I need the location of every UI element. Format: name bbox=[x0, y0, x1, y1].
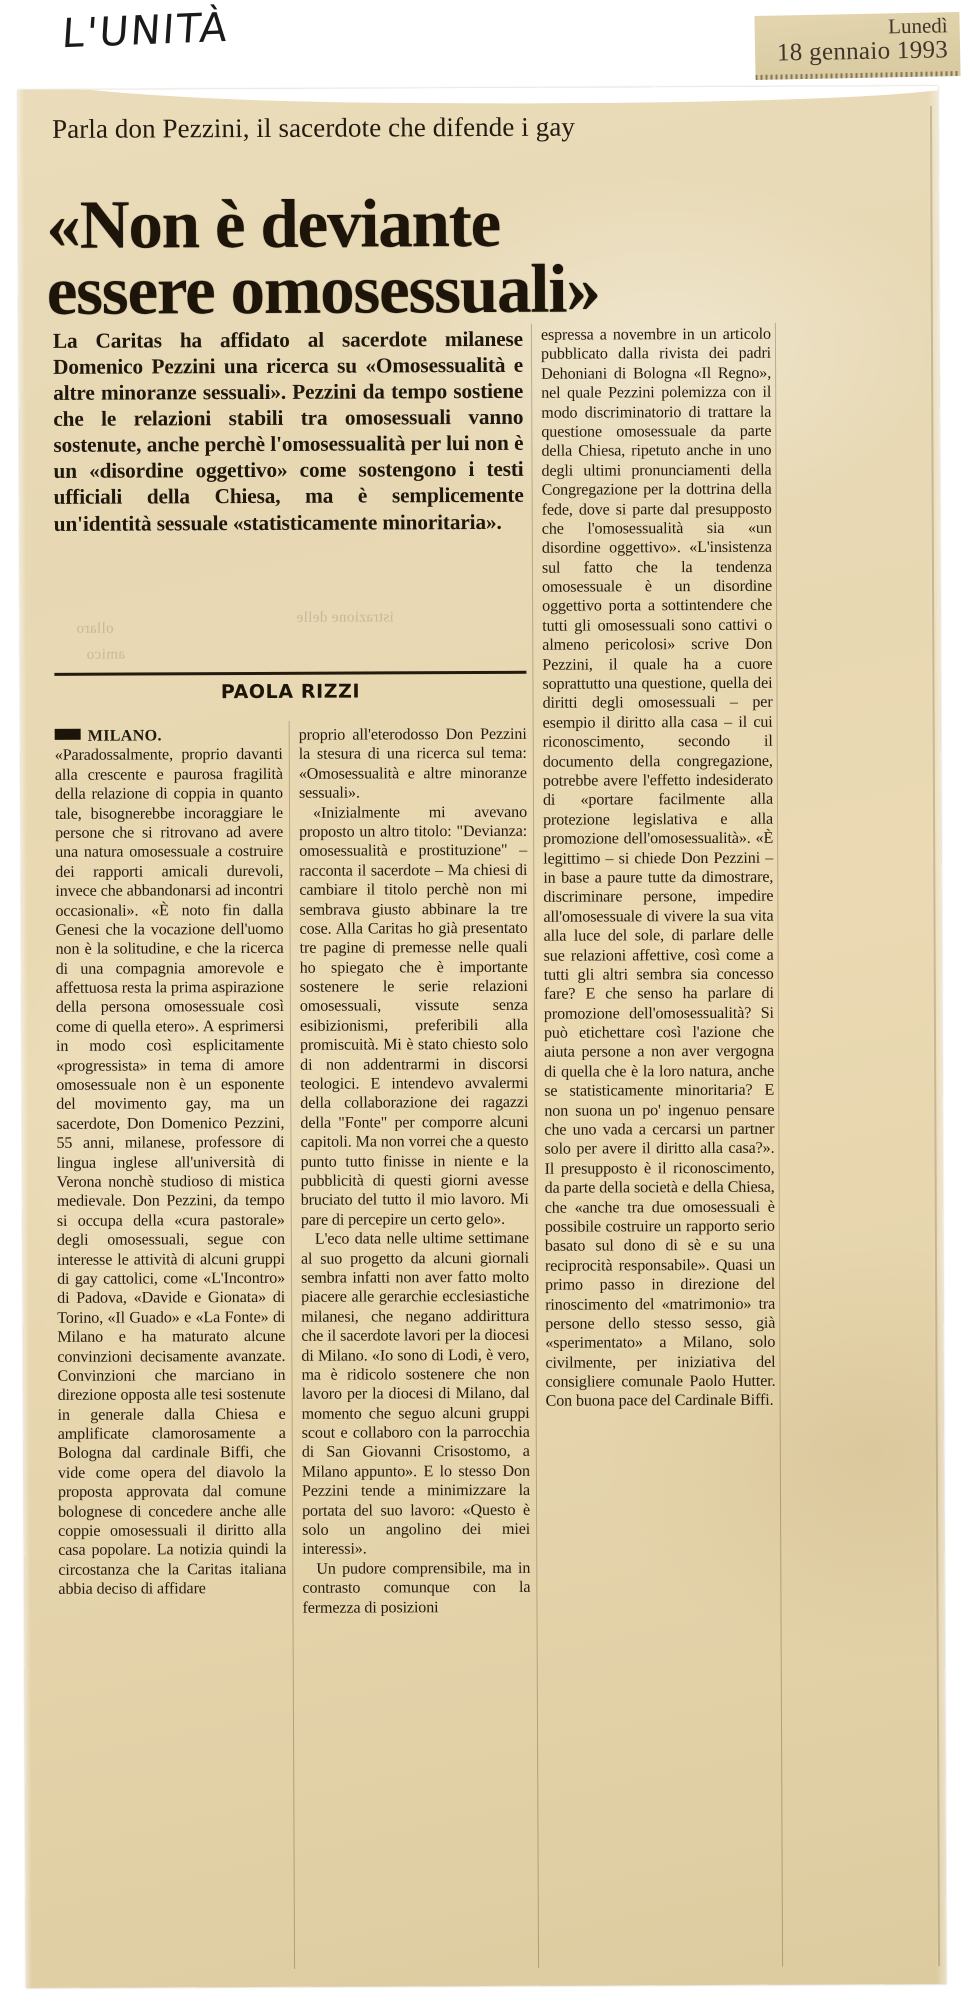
col3-paragraph-1 bbox=[541, 325, 776, 1412]
article-kicker: Parla don Pezzini, il sacerdote che difende i gay bbox=[51, 111, 576, 144]
article-headline bbox=[46, 185, 907, 330]
newspaper-clipping bbox=[18, 86, 946, 1988]
body-column-4 bbox=[785, 324, 946, 1965]
body-column-2 bbox=[299, 725, 532, 1966]
handwritten-masthead: L'UNITÀ bbox=[60, 4, 231, 58]
col2-paragraph-4: Un pudore comprensibile, ma in contrasto comunque con la fermezza di posizioni bbox=[302, 1559, 531, 1617]
byline-block bbox=[54, 671, 526, 704]
col1-text: «Paradossalmente, proprio davanti alla crescente e paurosa fragilità della relazione di coppia in quanto tale, bisognerebbe incoraggiare le persone che si ritrovano ad avere una natura omosessuale a costruire dei rapporti amicali durevoli, invece che abbandonarsi ad incontri occasionali». «È noto fin dalla Genesi che la vocazione dell'uomo non è la solitudine, e che la ricerca di una compagnia amorevole e affettuosa resta la prima aspirazione della persona omosessuale così come di quella etero». A esprimersi in modo così esplicitamente «progressista» in tema di amore omosessuale non è un esponente del movimento gay, ma un sacerdote, Don Domenico Pezzini, 55 anni, milanese, professore di lingua inglese all'università di Verona nonchè studioso di mistica medievale. Don Pezzini, da tempo si occupa della «cura pastorale» degli omosessuali, segue con interesse le attività di alcuni gruppi di gay cattolici, come «L'Incontro» di Padova, «Davide e Gionata» di Torino, «Il Guado» e «La Fonte» di Milano e ha maturato alcune convinzioni decisamente avanzate. Convinzioni che marciano in direzione opposta alle tesi sostenute in generale dalla Chiesa e amplificate clamorosamente a Bologna dal cardinale Biffi, che vide come opera del diavolo la proposta approvata dal comune bolognese di concedere anche alle coppie omosessuali il diritto alla casa popolare. La notizia quindi la circostanza che la Caritas italiana abbia deciso di affidare bbox=[54, 746, 287, 1599]
dateline-paragraph bbox=[55, 726, 287, 1600]
date-stamp-clipping bbox=[754, 12, 960, 80]
article-byline: PAOLA RIZZI bbox=[220, 680, 361, 704]
col2-paragraph-1: proprio all'eterodosso Don Pezzini la stesura di una ricerca sul tema: «Omosessualità e altre minoranze sessuali». bbox=[298, 725, 527, 802]
dateline-city-label: MILANO. bbox=[87, 727, 162, 745]
col2-paragraph-3: L'eco data nelle ultime settimane al suo progetto da alcuni giornali sembra infatti non aver fatto molto piacere alle gerarchie ecclesiastiche milanesi, che negano addirittura che il sacerdote lavori per la diocesi di Milano. «Io sono di Lodi, è vero, ma è ridicolo sostenere che non lavoro per la diocesi di Milano, dal momento che seguo alcuni gruppi scout e collaboro con la parrocchia di San Giovanni Crisostomo, a Milano appunto». E lo stesso Don Pezzini tende a minimizzare la portata del suo lavoro: «Questo è solo un angolino dei miei interessi». bbox=[300, 1229, 531, 1559]
byline-rule bbox=[54, 671, 526, 676]
headline-line-2: essere omosessuali» bbox=[46, 250, 600, 330]
headline-line-1: «Non è deviante bbox=[46, 185, 501, 264]
date-stamp-weekday: Lunedì bbox=[887, 13, 948, 39]
ghost-showthrough-text-left2: amico bbox=[86, 646, 126, 663]
clipping-content bbox=[44, 86, 914, 1980]
col2-paragraph-2: «Inizialmente mi avevano proposto un altro titolo: "Devianza: omosessualità e prostituzione" – racconta il sacerdote – Ma chiesi di cambiare il titolo perchè non mi sembrava giusto abbinare la tre cose. Alla Caritas ho già presentato tre pagine di premesse nelle quali ho spiegato che è importante sostenere le serie relazioni omosessuali, vissute senza esibizionismi, preferibili alla promiscuità. Mi è stato chiesto solo di non addentrarmi in discorsi teologici. E intendevo avvalermi della collaborazione dei ragazzi della "Fonte" per comporre alcuni capitoli. Ma non vorrei che a questo punto tutto finisse in niente e la pubblicità di questi giorni avesse bruciato del tutto il mio lavoro. Mi pare di percepire un certo gelo». bbox=[299, 803, 529, 1229]
date-stamp-date: 18 gennaio 1993 bbox=[776, 36, 949, 67]
column-rule-1 bbox=[289, 721, 295, 1969]
dateline-square-icon bbox=[55, 729, 81, 740]
col3-text: espressa a novembre in un articolo pubblicato dalla rivista dei padri Dehoniani di Bologna «Il Regno», nel quale Pezzini polemizza con il modo discriminatorio di trattare la questione omosessuale da parte della Chiesa, ripetuto anche in uno degli ultimi pronunciamenti della Congregazione per la dottrina della fede, dove si parte dal presupposto che l'omosessualità sia «un disordine oggettivo». «L'insistenza sul fatto che la tendenza omosessuale è un disordine oggettivo porta a sottintendere che tutti gli omosessuali sono cattivi o almeno pericolosi» scrive Don Pezzini, il quale ha a cuore soprattutto una questione, quella dei diritti degli omosessuali – per esempio il diritto alla casa – il cui riconoscimento, secondo il documento della congregazione, potrebbe avere l'effetto indesiderato di «portare facilmente alla protezione legislativa e alla promozione dell'omosessualità». «È legittimo – si chiede Don Pezzini –in base a paure tutte da dimostrare, discriminare persone, impedire all'omosessuale di vivere la sua vita alla luce del sole, di parlare delle sue relazioni affettive, così come a tutti gli altri sembra sia concesso fare? E che senso ha parlare di promozione dell'omosessualità? Si può etichettare così l'azione che aiuta persone a non aver vergogna di quella che è la loro natura, anche se statisticamente minoritaria? E non suona un po' ingenuo pensare che uno vada a cercarsi un partner solo per avere il diritto alla casa?». Il presupposto è il riconoscimento, da parte della società e della Chiesa, che «anche tra due omosessuali è possibile costruire un rapporto serio basato sul dono di sè e su una reciprocità responsabile». Quasi un primo passo in direzione del rinoscimento del «matrimonio» tra persone dello stesso sesso, già «sperimentato» a Milano, solo civilmente, per iniziativa del consigliere comunale Paolo Hutter. Con buona pace del Cardinale Biffi. bbox=[540, 325, 776, 1411]
ghost-showthrough-text-mid: istrazione delle bbox=[296, 609, 394, 626]
clipping-left-edge bbox=[18, 90, 32, 1988]
article-lead-paragraph: La Caritas ha affidato al sacerdote milanese Domenico Pezzini una ricerca su «Omosessualità e altre minoranze sessuali». Pezzini da tempo sostiene che le relazioni stabili tra omosessuali vanno sostenute, anche perchè l'omosessualità per lui non è un «disordine oggettivo» come sostengono i testi ufficiali della Chiesa, ma è semplicemente un'identità sessuale «statisticamente minoritaria». bbox=[52, 326, 524, 536]
body-column-1 bbox=[55, 726, 288, 1967]
date-stamp-torn-edge bbox=[756, 71, 961, 80]
body-column-3 bbox=[541, 325, 778, 1966]
column-rule-2 bbox=[531, 324, 539, 1968]
ghost-showthrough-text-left: ollaro bbox=[76, 620, 114, 637]
